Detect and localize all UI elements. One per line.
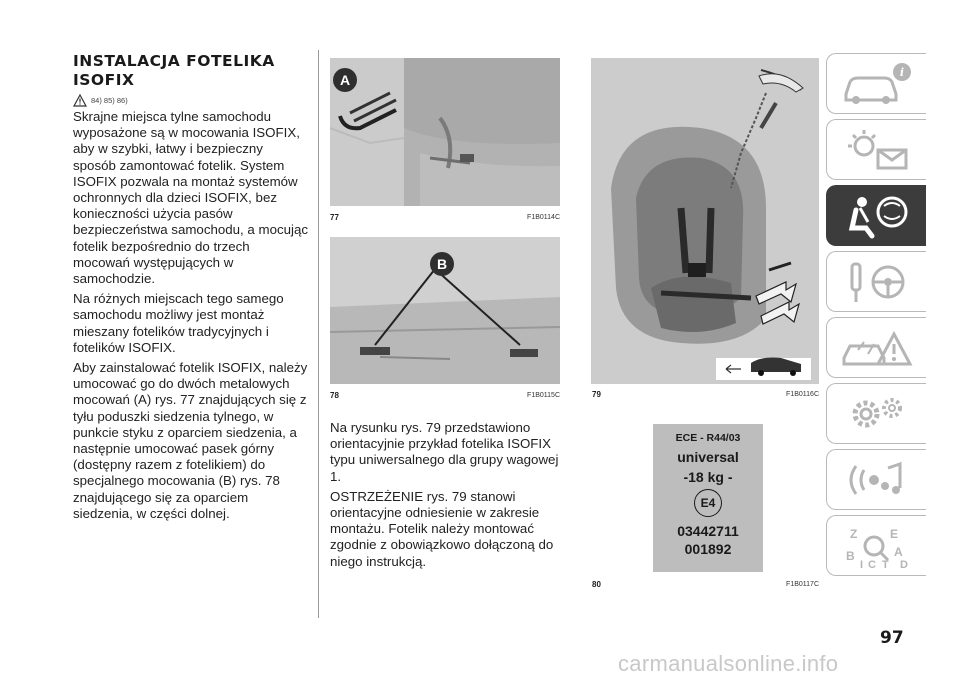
middle-text (330, 420, 566, 574)
tether-anchor-illustration (330, 237, 560, 384)
section-title (73, 52, 309, 90)
svg-text:C: C (867, 558, 876, 570)
figure-number: 77 (330, 213, 339, 222)
isofix-anchor-illustration (330, 58, 560, 206)
figure-77-isofix-anchors (330, 58, 560, 206)
title-line-2: ISOFIX (73, 71, 135, 89)
key-steering-wheel-icon (838, 258, 916, 306)
svg-text:Z: Z (849, 526, 857, 541)
e-mark-icon: E4 (694, 489, 722, 517)
label-serial-number: 001892 (684, 541, 732, 557)
tab-starting-driving[interactable] (826, 251, 926, 312)
figure-number: 80 (592, 580, 601, 589)
svg-text:B: B (845, 548, 855, 563)
label-approval-number: 03442711 (677, 523, 739, 539)
svg-text:D: D (899, 558, 908, 570)
svg-text:T: T (881, 558, 889, 570)
dashboard-lights-icon (838, 126, 916, 174)
svg-text:i: i (899, 65, 904, 79)
svg-text:A: A (893, 544, 903, 559)
tab-multimedia[interactable] (826, 449, 926, 510)
callout-b: B (436, 256, 448, 272)
label-weight: -18 kg - (683, 469, 733, 485)
approval-label (653, 424, 763, 572)
figure-code: F1B0117C (786, 581, 819, 588)
figure-80-approval-label (591, 410, 819, 576)
tab-dashboard-lights[interactable] (826, 119, 926, 180)
tab-index[interactable] (826, 515, 926, 576)
chapter-sidebar (826, 53, 926, 581)
title-line-1: INSTALACJA FOTELIKA (73, 52, 275, 70)
warning-triangle-icon (73, 94, 87, 107)
tab-maintenance[interactable] (826, 383, 926, 444)
page-number: 97 (880, 628, 904, 648)
figure-code: F1B0114C (527, 214, 560, 221)
maintenance-gears-icon (838, 390, 916, 438)
svg-text:I: I (859, 558, 863, 570)
seat-safety-airbag-icon (838, 192, 916, 240)
callout-a: A (339, 72, 351, 88)
figure-code: F1B0116C (786, 391, 819, 398)
label-category: universal (677, 449, 739, 465)
svg-text:E: E (889, 526, 898, 541)
left-column (73, 52, 309, 526)
body-paragraph: Skrajne miejsca tylne samochodu wyposażone są w mocowania ISOFIX, aby w szybki, łatwy i bezpieczny sposób zamontować fotelik. System ISOFIX pozwala na montaż systemów ochronnych dla dzieci ISOFIX, bez konieczności użycia pasów bezpieczeństwa samochodu, a mocując fotelik bezpośrednio do trzech mocowań występujących w samochodzie. (73, 109, 309, 287)
multimedia-icon (838, 456, 916, 504)
child-seat-illustration (591, 58, 819, 384)
index-icon (838, 522, 916, 570)
figure-78-top-tether-anchor (330, 237, 560, 384)
body-paragraph: Na rysunku rys. 79 przedstawiono orientacyjnie przykład fotelika ISOFIX typu uniwersalnego dla grupy wagowej 1. (330, 420, 559, 484)
warning-references (73, 93, 309, 107)
car-info-icon (838, 60, 916, 108)
body-paragraph: OSTRZEŻENIE rys. 79 stanowi orientacyjne odniesienie w zakresie montażu. Fotelik należy montować zgodnie z obowiązkowo dołączoną do niego instrukcją. (330, 488, 554, 569)
tab-safety[interactable] (826, 185, 926, 246)
figure-number: 79 (592, 390, 601, 399)
figure-code: F1B0115C (527, 392, 560, 399)
column-divider (318, 50, 319, 618)
figure-79-isofix-child-seat (591, 58, 819, 384)
warning-refs-text: 84) 85) 86) (91, 95, 128, 105)
figure-number: 78 (330, 391, 339, 400)
body-paragraph: Aby zainstalować fotelik ISOFIX, należy umocować go do dwóch metalowych mocowań (A) rys. 77 znajdujących się z tyłu poduszki siedzenia tylnego, w punkcie styku z oparciem siedzenia, a następnie umocować pasek górny (dostępny razem z fotelikiem) do specjalnego mocowania (B) rys. 78 znajdującego się za oparciem siedzenia, w części dolnej. (73, 360, 308, 521)
emergency-warning-icon (838, 324, 916, 372)
tab-car-info[interactable] (826, 53, 926, 114)
label-regulation: ECE - R44/03 (675, 432, 741, 444)
tab-emergency[interactable] (826, 317, 926, 378)
body-paragraph: Na różnych miejscach tego samego samochodu możliwy jest montaż mieszany fotelików tradycyjnych i fotelików ISOFIX. (73, 291, 284, 355)
watermark: carmanualsonline.info (618, 651, 839, 676)
